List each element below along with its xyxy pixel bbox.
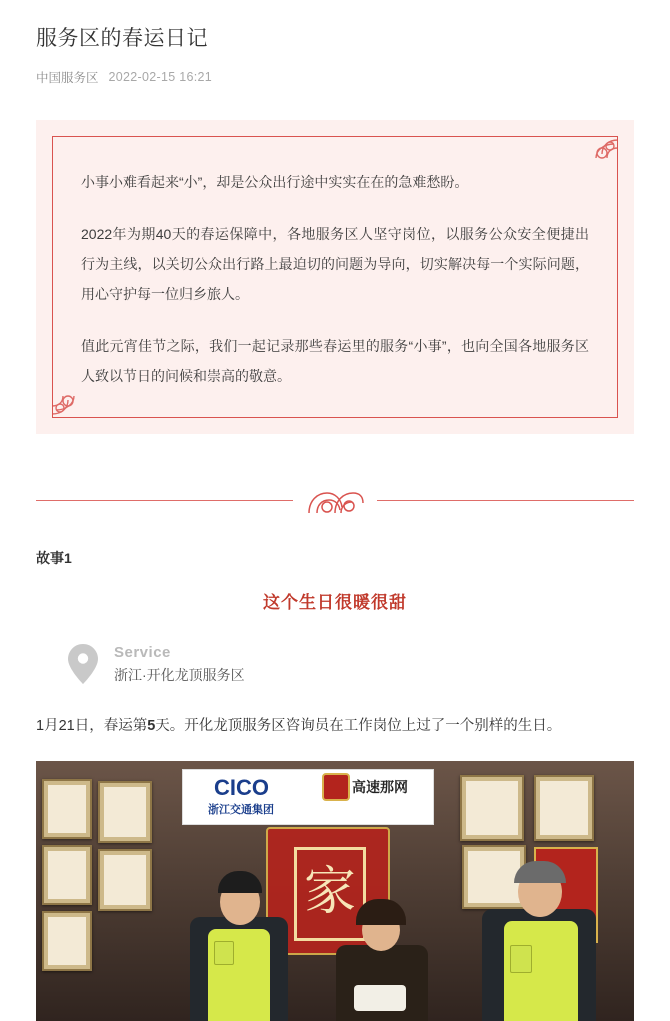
location-service-label: Service [114, 643, 171, 661]
page-title: 服务区的春运日记 [36, 27, 208, 50]
photo-brand-sub: 浙江交通集团 [208, 804, 274, 816]
story-photo [36, 761, 634, 1021]
photo-brand-text: CICO [214, 775, 269, 800]
article-date: 2022-02-15 16:21 [108, 70, 213, 84]
story-location [36, 643, 634, 685]
photo-person-center [326, 901, 436, 1021]
photo-certificate [460, 775, 524, 841]
intro-box-border [52, 136, 618, 418]
photo-brand-right: 高速那网 [352, 779, 408, 795]
story-label: 故事1 [36, 550, 72, 566]
story-paragraph-suffix: 天。开化龙顶服务区咨询员在工作岗位上过了一个别样的生日。 [155, 718, 562, 734]
intro-box [36, 120, 634, 434]
intro-paragraph: 小事小难看起来“小”，却是公众出行途中实实在在的急难愁盼。 [81, 174, 469, 190]
photo-certificate [98, 781, 152, 843]
photo-character-home: 家 [294, 847, 366, 941]
story-paragraph-highlight: 5 [147, 718, 156, 734]
location-name: 浙江·开化龙顶服务区 [114, 666, 245, 683]
intro-paragraph: 2022年为期40天的春运保障中，各地服务区人坚守岗位，以服务公众安全便捷出行为主线，以关切公众出行路上最迫切的问题为导向，切实解决每一个实际问题，用心守护每一位归乡旅人。 [81, 226, 589, 302]
cloud-ornament-icon [305, 483, 365, 517]
map-pin-icon [66, 643, 100, 685]
divider-line-right [377, 500, 634, 501]
photo-person-left [184, 871, 294, 1021]
photo-certificate [42, 911, 92, 971]
photo-certificate [42, 845, 92, 905]
intro-paragraph: 值此元宵佳节之际，我们一起记录那些春运里的服务“小事”，也向全国各地服务区人致以节日的问候和崇高的敬意。 [81, 338, 589, 384]
photo-certificate [42, 779, 92, 839]
photo-seal-icon [322, 773, 350, 801]
photo-person-right [474, 861, 604, 1021]
article-source: 中国服务区 [36, 71, 99, 85]
photo-certificate [534, 775, 594, 841]
section-divider [36, 480, 634, 520]
divider-line-left [36, 500, 293, 501]
story-paragraph-prefix: 1月21日，春运第 [36, 718, 148, 734]
article-meta [36, 68, 634, 86]
story-title: 这个生日很暖很甜 [263, 593, 407, 612]
story-paragraph [36, 713, 634, 739]
photo-certificate [98, 849, 152, 911]
